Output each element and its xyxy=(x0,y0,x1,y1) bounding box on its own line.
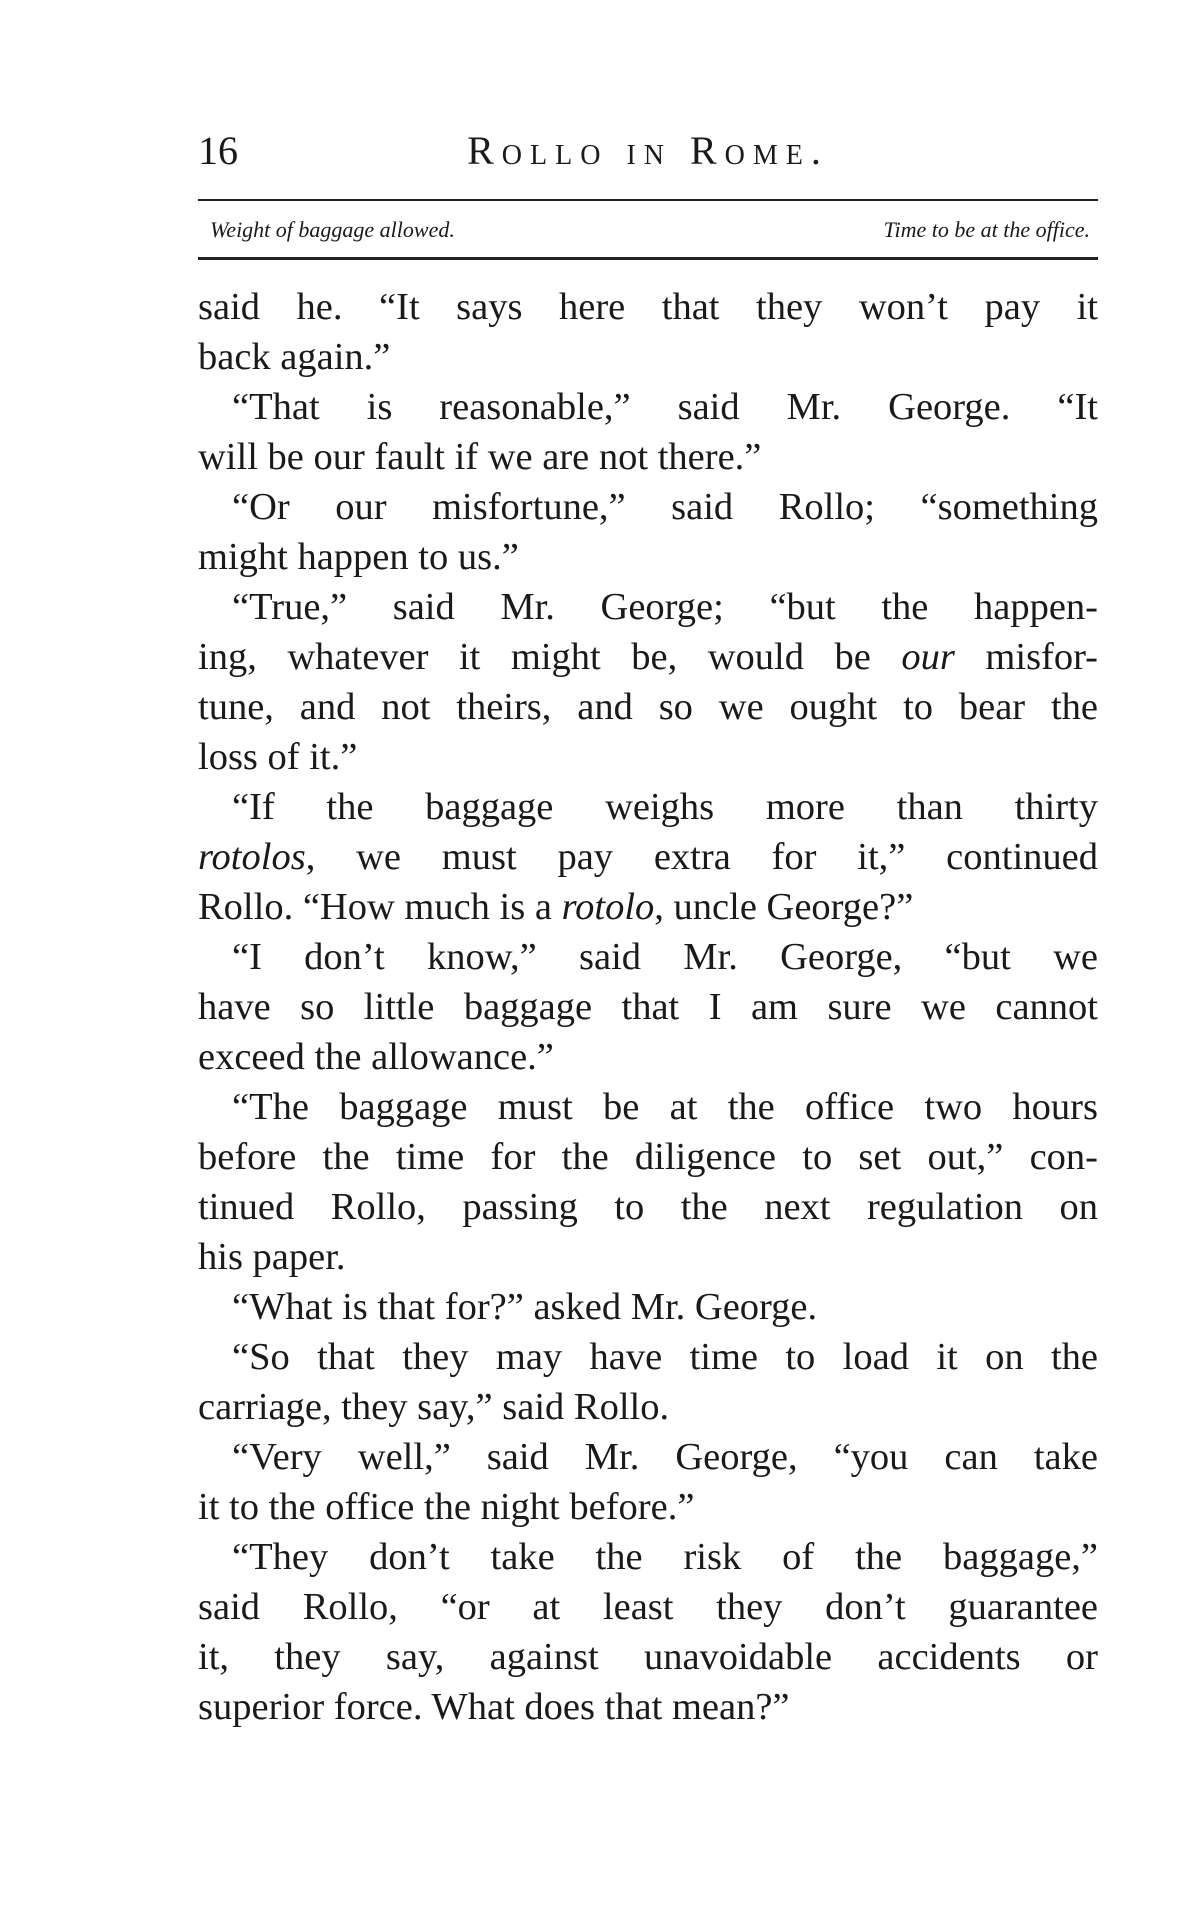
text-line: “The baggage must be at the office two hours xyxy=(232,1086,1098,1128)
subhead-left: Weight of baggage allowed. xyxy=(210,217,455,242)
text-line: Rollo. “How much is a rotolo, uncle George?” xyxy=(198,886,914,928)
text-line: tune, and not theirs, and so we ought to bear the xyxy=(198,686,1098,728)
text-line: his paper. xyxy=(198,1236,346,1278)
text-line: exceed the allowance.” xyxy=(198,1036,554,1078)
page-number: 16 xyxy=(198,128,238,173)
text-line: “True,” said Mr. George; “but the happen- xyxy=(232,586,1098,628)
text-line: back again.” xyxy=(198,336,391,378)
text-line: will be our fault if we are not there.” xyxy=(198,436,762,478)
text-line: ing, whatever it might be, would be our misfor- xyxy=(198,636,1098,678)
text-line: it, they say, against unavoidable accidents or xyxy=(198,1636,1098,1678)
text-line: said he. “It says here that they won’t pay it xyxy=(198,286,1098,328)
running-title: Rollo in Rome. xyxy=(467,128,829,173)
text-line: carriage, they say,” said Rollo. xyxy=(198,1386,670,1428)
text-line: tinued Rollo, passing to the next regulation on xyxy=(198,1186,1098,1228)
text-line: “Or our misfortune,” said Rollo; “something xyxy=(232,486,1098,528)
page-header xyxy=(198,126,1098,186)
text-line: rotolos, we must pay extra for it,” continued xyxy=(198,836,1098,878)
header-rule-bottom xyxy=(198,257,1098,260)
text-line: superior force. What does that mean?” xyxy=(198,1686,790,1728)
subhead-right: Time to be at the office. xyxy=(883,217,1090,242)
subheads xyxy=(210,212,1090,248)
text-line: “I don’t know,” said Mr. George, “but we xyxy=(232,936,1098,978)
text-line: might happen to us.” xyxy=(198,536,519,578)
text-line: before the time for the diligence to set out,” con- xyxy=(198,1136,1098,1178)
text-line: loss of it.” xyxy=(198,736,358,778)
text-line: “Very well,” said Mr. George, “you can take xyxy=(232,1436,1098,1478)
text-line: “So that they may have time to load it on the xyxy=(232,1336,1098,1378)
text-line: said Rollo, “or at least they don’t guarantee xyxy=(198,1586,1098,1628)
text-line: “That is reasonable,” said Mr. George. “It xyxy=(232,386,1098,428)
body-text xyxy=(198,282,1098,1732)
text-line: it to the office the night before.” xyxy=(198,1486,695,1528)
header-rule-top xyxy=(198,199,1098,201)
text-line: “They don’t take the risk of the baggage,” xyxy=(232,1536,1098,1578)
text-line: “If the baggage weighs more than thirty xyxy=(232,786,1098,828)
text-line: “What is that for?” asked Mr. George. xyxy=(232,1286,818,1328)
text-line: have so little baggage that I am sure we cannot xyxy=(198,986,1098,1028)
